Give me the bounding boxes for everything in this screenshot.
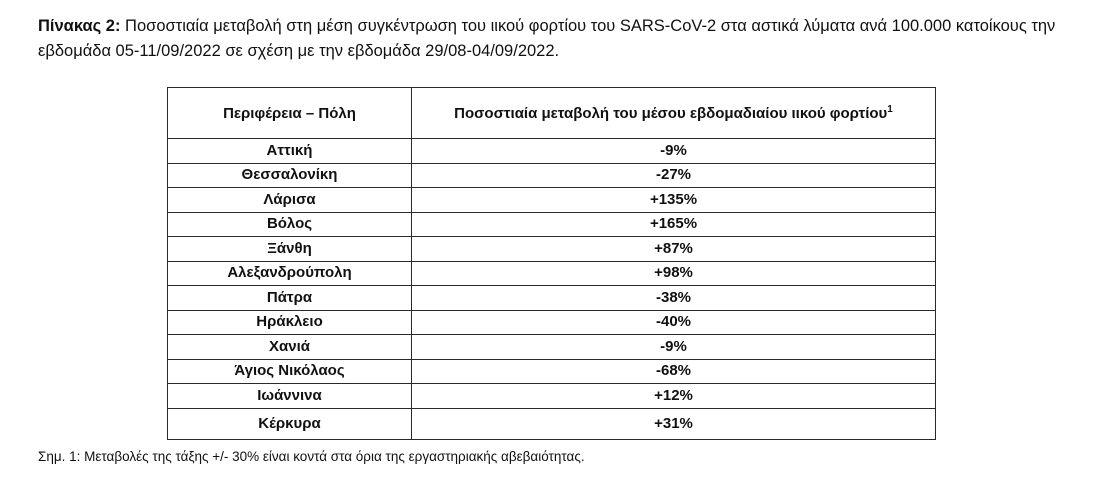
table-row <box>168 212 936 237</box>
table-row <box>168 188 936 213</box>
region-cell: Λάρισα <box>168 188 412 213</box>
region-cell: Άγιος Νικόλαος <box>168 359 412 384</box>
caption-label: Πίνακας 2: <box>38 17 121 35</box>
table-row <box>168 286 936 311</box>
table-row <box>168 310 936 335</box>
change-cell: -9% <box>412 335 936 360</box>
region-cell: Πάτρα <box>168 286 412 311</box>
footnote-mark: 1 <box>887 104 893 115</box>
footnote: Σημ. 1: Μεταβολές της τάξης +/- 30% είναι κοντά στα όρια της εργαστηριακής αβεβαιότητας. <box>38 449 585 464</box>
table-header-row <box>168 88 936 139</box>
region-cell: Ιωάννινα <box>168 384 412 409</box>
change-cell: +87% <box>412 237 936 262</box>
change-cell: -27% <box>412 163 936 188</box>
wastewater-change-table <box>167 87 936 440</box>
region-cell: Θεσσαλονίκη <box>168 163 412 188</box>
region-cell: Αττική <box>168 139 412 164</box>
region-cell: Ηράκλειο <box>168 310 412 335</box>
region-cell: Αλεξανδρούπολη <box>168 261 412 286</box>
change-cell: +31% <box>412 408 936 439</box>
header-change <box>412 88 936 139</box>
header-region-label: Περιφέρεια – Πόλη <box>223 105 356 122</box>
table-caption <box>38 14 1078 64</box>
table-row <box>168 163 936 188</box>
table-row <box>168 237 936 262</box>
table-row <box>168 384 936 409</box>
region-cell: Κέρκυρα <box>168 408 412 439</box>
table-row <box>168 335 936 360</box>
header-region <box>168 88 412 139</box>
change-cell: +98% <box>412 261 936 286</box>
change-cell: +135% <box>412 188 936 213</box>
header-change-label: Ποσοστιαία μεταβολή του μέσου εβδομαδιαίου ιικού φορτίου <box>454 105 888 122</box>
change-cell: -9% <box>412 139 936 164</box>
change-cell: -68% <box>412 359 936 384</box>
table-row <box>168 359 936 384</box>
table-row <box>168 139 936 164</box>
table-row <box>168 408 936 439</box>
region-cell: Χανιά <box>168 335 412 360</box>
region-cell: Βόλος <box>168 212 412 237</box>
change-cell: -40% <box>412 310 936 335</box>
change-cell: +165% <box>412 212 936 237</box>
caption-text: Ποσοστιαία μεταβολή στη μέση συγκέντρωση του ιικού φορτίου του SARS-CoV-2 στα αστικά λύματα ανά 100.000 κατοίκους την εβδομάδα 05-11/09/2022 σε σχέση με την εβδομάδα 29/08-04/09/2022. <box>38 17 1056 60</box>
table-row <box>168 261 936 286</box>
region-cell: Ξάνθη <box>168 237 412 262</box>
change-cell: -38% <box>412 286 936 311</box>
change-cell: +12% <box>412 384 936 409</box>
